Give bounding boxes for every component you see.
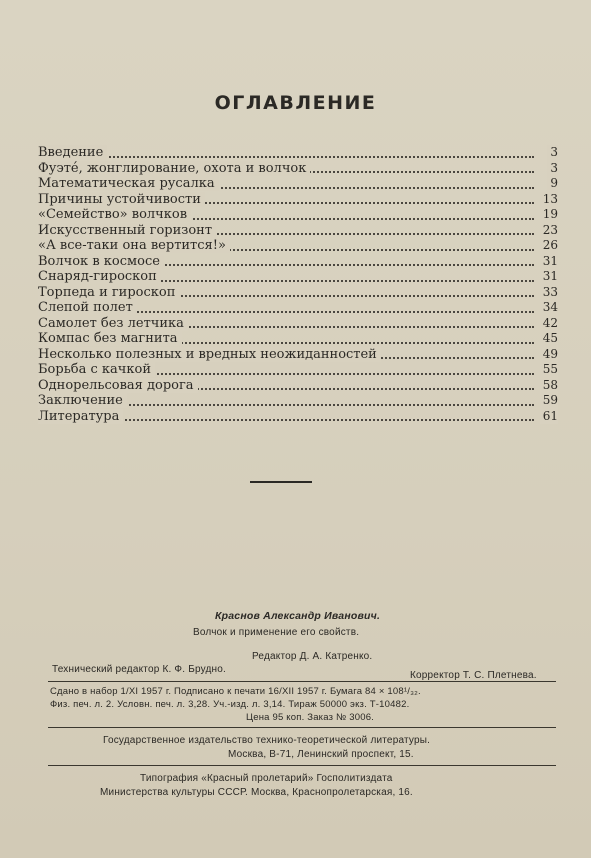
editor-credit: Редактор Д. А. Катренко. [252, 651, 373, 662]
print-details-line-1: Сдано в набор 1/XI 1957 г. Подписано к печати 16/XII 1957 г. Бумага 84 × 108¹/₃₂. [50, 686, 421, 697]
toc-entry [38, 362, 558, 378]
toc-entry-page: 9 [547, 176, 558, 192]
toc-entry-title: Снаряд-гироскоп [38, 269, 161, 284]
toc-entry-title: Волчок в космосе [38, 254, 164, 269]
section-divider [250, 481, 312, 483]
author-name: Краснов Александр Иванович. [215, 610, 381, 622]
toc-entry-page: 49 [540, 347, 558, 363]
print-details-line-2: Физ. печ. л. 2. Условн. печ. л. 3,28. Уч.-изд. л. 3,14. Тираж 50000 экз. Т-10482. [50, 699, 410, 710]
corrector-credit: Корректор Т. С. Плетнева. [410, 670, 537, 681]
toc-entry [38, 347, 558, 363]
toc-heading: ОГЛАВЛЕНИЕ [214, 92, 377, 114]
dot-leader [38, 156, 534, 158]
toc-entry-page: 45 [540, 331, 558, 347]
toc-entry-title: Причины устойчивости [38, 192, 205, 207]
tech-editor-credit: Технический редактор К. Ф. Брудно. [52, 664, 226, 675]
toc-entry [38, 285, 558, 301]
toc-entry-page: 59 [540, 393, 558, 409]
toc-entry-title: Фуэтé, жонглирование, охота и волчок [38, 161, 310, 176]
toc-entry [38, 269, 558, 285]
printer-name: Типография «Красный пролетарий» Госполитиздата [140, 773, 393, 784]
toc-entry-title: Борьба с качкой [38, 362, 155, 377]
publisher-address: Москва, В-71, Ленинский проспект, 15. [228, 749, 414, 760]
toc-entry-title: «Семейство» волчков [38, 207, 191, 222]
print-details-line-3: Цена 95 коп. Заказ № 3006. [246, 712, 375, 723]
toc-entry [38, 207, 558, 223]
toc-entry [38, 254, 558, 270]
imprint-rule-middle [48, 727, 556, 728]
toc-entry [38, 176, 558, 192]
toc-entry-title: Самолет без летчика [38, 316, 188, 331]
toc-entry-page: 23 [540, 223, 558, 239]
toc-entry-page: 58 [540, 378, 558, 394]
toc-entry [38, 223, 558, 239]
toc-entry-page: 34 [540, 300, 558, 316]
toc-entry-page: 3 [547, 161, 558, 177]
toc-entry-title: Математическая русалка [38, 176, 219, 191]
book-title: Волчок и применение его свойств. [193, 627, 360, 638]
toc-entry-title: Торпеда и гироскоп [38, 285, 179, 300]
toc-entry [38, 378, 558, 394]
toc-entry-page: 61 [540, 409, 558, 425]
toc-entry-title: Компас без магнита [38, 331, 182, 346]
toc-entry-page: 33 [540, 285, 558, 301]
toc-entry-title: Заключение [38, 393, 127, 408]
toc-entry [38, 161, 558, 177]
toc-entry-title: «А все-таки она вертится!» [38, 238, 230, 253]
toc-entry [38, 300, 558, 316]
toc-entry-title: Литература [38, 409, 123, 424]
toc-entry-page: 55 [540, 362, 558, 378]
toc-entry [38, 238, 558, 254]
toc-entry-title: Однорельсовая дорога [38, 378, 198, 393]
toc-entry-title: Искусственный горизонт [38, 223, 216, 238]
toc-entry-page: 26 [540, 238, 558, 254]
toc-entry [38, 145, 558, 161]
toc-entry [38, 316, 558, 332]
toc-entry-page: 31 [540, 269, 558, 285]
printer-address: Министерства культуры СССР. Москва, Краснопролетарская, 16. [100, 787, 413, 798]
table-of-contents [38, 145, 558, 424]
toc-entry [38, 192, 558, 208]
toc-entry [38, 331, 558, 347]
toc-entry-page: 19 [540, 207, 558, 223]
toc-entry-page: 42 [540, 316, 558, 332]
toc-entry-page: 3 [547, 145, 558, 161]
toc-entry-title: Слепой полет [38, 300, 137, 315]
publisher-name: Государственное издательство технико-теоретической литературы. [103, 735, 431, 746]
toc-entry-title: Несколько полезных и вредных неожиданностей [38, 347, 381, 362]
toc-entry-title: Введение [38, 145, 107, 160]
toc-entry [38, 393, 558, 409]
imprint-rule-bottom [48, 765, 556, 766]
toc-entry [38, 409, 558, 425]
imprint-rule-top [48, 681, 556, 682]
toc-entry-page: 31 [540, 254, 558, 270]
toc-entry-page: 13 [540, 192, 558, 208]
